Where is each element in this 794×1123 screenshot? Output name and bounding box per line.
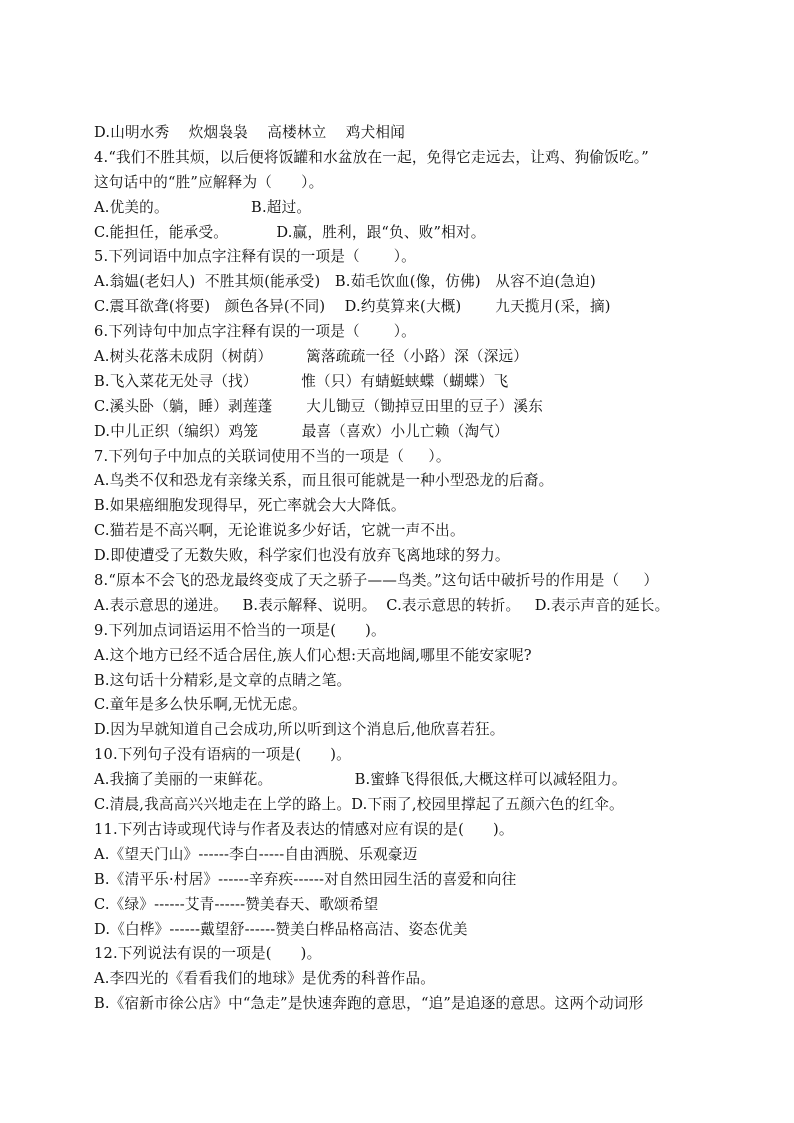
question-11-option-b: B.《清平乐·村居》------辛弃疾------对自然田园生活的喜爱和向往: [94, 870, 517, 888]
question-10-stem: 10.下列句子没有语病的一项是( )。: [94, 746, 351, 764]
question-6-option-b: B.飞入菜花无处寻（找） 惟（只）有蜻蜓蛱蝶（蝴蝶）飞: [94, 372, 509, 390]
question-4-options-cd: C.能担任，能承受。 D.赢，胜利，跟“负、败”相对。: [94, 223, 486, 241]
question-5-stem: 5.下列词语中加点字注释有误的一项是（ ）。: [94, 248, 416, 266]
question-11-option-a: A.《望天门山》------李白-----自由洒脱、乐观豪迈: [94, 845, 418, 863]
question-5-options-ab: A.翁媪(老妇人) 不胜其烦(能承受) B.茹毛饮血(像，仿佛) 从容不迫(急迫): [94, 273, 596, 291]
option-line-q3-d: D.山明水秀 炊烟袅袅 高楼林立 鸡犬相闻: [94, 124, 405, 141]
question-6-stem: 6.下列诗句中加点字注释有误的一项是（ ）。: [94, 323, 416, 341]
question-11-option-d: D.《白桦》------戴望舒------赞美白桦品格高洁、姿态优美: [94, 920, 468, 938]
question-8-options: A.表示意思的递进。 B.表示解释、说明。 C.表示意思的转折。 D.表示声音的延长。: [94, 596, 670, 614]
question-9-option-c: C.童年是多么快乐啊,无忧无虑。: [94, 696, 307, 714]
question-4-options-ab: A.优美的。 B.超过。: [94, 198, 312, 216]
question-7-option-a: A.鸟类不仅和恐龙有亲缘关系，而且很可能就是一种小型恐龙的后裔。: [94, 472, 554, 490]
question-9-option-a: A.这个地方已经不适合居住,族人们心想:天高地阔,哪里不能安家呢?: [94, 646, 532, 664]
question-9-stem: 9.下列加点词语运用不恰当的一项是( )。: [94, 621, 386, 639]
question-6-option-d: D.中儿正织（编织）鸡笼 最喜（喜欢）小儿亡赖（淘气）: [94, 422, 509, 440]
question-4-stem-continued: 这句话中的“胜”应解释为（ ）。: [94, 173, 324, 191]
question-12-option-b: B.《宿新市徐公店》中“急走”是快速奔跑的意思，“追”是追逐的意思。这两个动词形: [94, 995, 644, 1013]
question-6-option-a: A.树头花落未成阴（树荫） 篱落疏疏一径（小路）深（深远）: [94, 348, 529, 366]
question-12-stem: 12.下列说法有误的一项是( )。: [94, 945, 322, 963]
question-7-option-c: C.猫若是不高兴啊，无论谁说多少好话，它就一声不出。: [94, 522, 465, 540]
question-10-options-ab: A.我摘了美丽的一束鲜花。 B.蜜蜂飞得很低,大概这样可以减轻阻力。: [94, 771, 627, 789]
question-7-option-d: D.即使遭受了无数失败，科学家们也没有放弃飞离地球的努力。: [94, 547, 510, 565]
question-10-options-cd: C.清晨,我高高兴兴地走在上学的路上。D.下雨了,校园里撑起了五颜六色的红伞。: [94, 796, 624, 814]
question-9-option-b: B.这句话十分精彩,是文章的点睛之笔。: [94, 671, 352, 689]
question-12-option-a: A.李四光的《看看我们的地球》是优秀的科普作品。: [94, 970, 436, 988]
question-7-stem: 7.下列句子中加点的关联词使用不当的一项是（ ）。: [94, 447, 451, 465]
question-5-options-cd: C.震耳欲聋(将要) 颜色各异(不同) D.约莫算来(大概) 九天揽月(采，摘): [94, 298, 611, 316]
question-11-stem: 11.下列古诗或现代诗与作者及表达的情感对应有误的是( )。: [94, 820, 514, 838]
question-4-stem: 4.“我们不胜其烦，以后便将饭罐和水盆放在一起，免得它走远去，让鸡、狗偷饭吃。”: [94, 148, 649, 166]
question-8-stem: 8.“原本不会飞的恐龙最终变成了天之骄子——鸟类。”这句话中破折号的作用是（ ）: [94, 572, 659, 590]
question-7-option-b: B.如果癌细胞发现得早，死亡率就会大大降低。: [94, 497, 406, 515]
question-9-option-d: D.因为早就知道自己会成功,所以听到这个消息后,他欣喜若狂。: [94, 721, 505, 739]
question-6-option-c: C.溪头卧（躺，睡）剥莲蓬 大儿锄豆（锄掉豆田里的豆子）溪东: [94, 397, 543, 415]
question-11-option-c: C.《绿》------艾青------赞美春天、歌颂希望: [94, 895, 379, 913]
exam-text: [94, 121, 744, 1017]
